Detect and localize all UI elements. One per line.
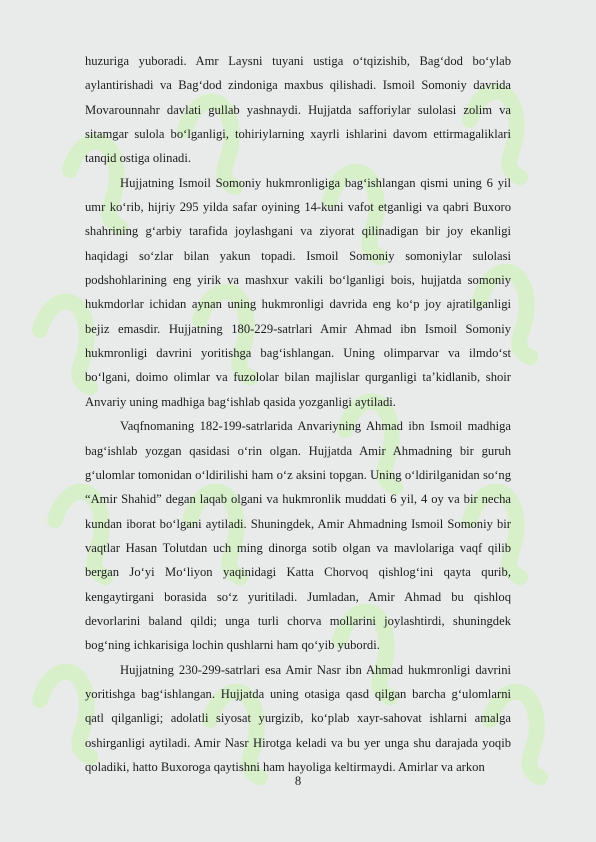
paragraph-4: Hujjatning 230-299-satrlari esa Amir Nasr ibn Ahmad hukmronligi davrini yoritishga bag‘ishlangan. Hujjatda uning otasiga qasd qilgan barcha g‘ulomlarni qatl qilganligi; adolatli siyosat yurgizib, ko‘plab xayr-sahovat ishlarni amalga oshirganligi aytiladi. Amir Nasr Hirotga keladi va bu yer unga shu darajada yoqib qoladiki, hatto Buxoroga qaytishni ham hayoliga keltirmaydi. Amirlar va arkon [85,662,511,774]
paragraph-1: huzuriga yuboradi. Amr Laysni tuyani ustiga o‘tqizishib, Bag‘dod bo‘ylab aylantirishadi va Bag‘dod zindoniga maxbus qilishadi. Ismoil Somoniy davrida Movarounnahr davlati gullab yashnaydi. Hujjatda safforiylar sulolasi zolim va sitamgar sulola bo‘lganligi, tohiriylarning xayrli ishlarini davom ettirmagaliklari tanqid ostiga olinadi. [85,54,511,166]
paragraph-2: Hujjatning Ismoil Somoniy hukmronligiga bag‘ishlangan qismi uning 6 yil umr ko‘rib, hijriy 295 yilda safar oyining 14-kuni vafot etganligi va qabri Buxoro shahrining g‘arbiy tarafida joylashgani va ziyorat qilinadigan bir joy ekanligi haqidagi so‘zlar bilan yakun topadi. Ismoil Somoniy somoniylar sulolasi podshohlarining eng yirik va mashxur vakili bo‘lganligi bois, hujjatda somoniy hukmdorlar ichidan aynan uning hukmronligi davrida eng ko‘p joy ajratilganligi bejiz emasdir. Hujjatning 180-229-satrlari Amir Ahmad ibn Ismoil Somoniy hukmronligi davrini yoritishga bag‘ishlangan. Uning olimparvar va ilmdo‘st bo‘lgani, doimo olimlar va fuzololar bilan majlislar qurganligi ta’kidlanib, shoir Anvariy uning madhiga bag‘ishlab qasida yozganligi aytiladi. [85,175,511,409]
paragraph-3: Vaqfnomaning 182-199-satrlarida Anvariyning Ahmad ibn Ismoil madhiga bag‘ishlab yozgan qasidasi o‘rin olgan. Hujjatda Amir Ahmadning bir guruh g‘ulomlar tomonidan o‘ldirilishi ham o‘z aksini topgan. Uning o‘ldirilganidan so‘ng “Amir Shahid” degan laqab olgani va hukmronlik muddati 6 yil, 4 oy va bir necha kundan iborat bo‘lgani aytiladi. Shuningdek, Amir Ahmadning Ismoil Somoniy bir vaqtlar Hasan Tolutdan uch ming dinorga sotib olgan va mavlolariga vaqf qilib bergan Jo‘yi Mo‘liyon yaqinidagi Katta Chorvoq qishlog‘ini qayta qurib, kengaytirgani borasida so‘z yuritiladi. Jumladan, Amir Ahmad bu qishloq devorlarini baland qildi; unga turli chorva mollarini joylashtirdi, shuningdek bog‘ning ichkarisiga lochin qushlarni ham qo‘yib yubordi. [85,419,511,653]
page-number: 8 [294,774,302,788]
body-text [85,49,511,779]
